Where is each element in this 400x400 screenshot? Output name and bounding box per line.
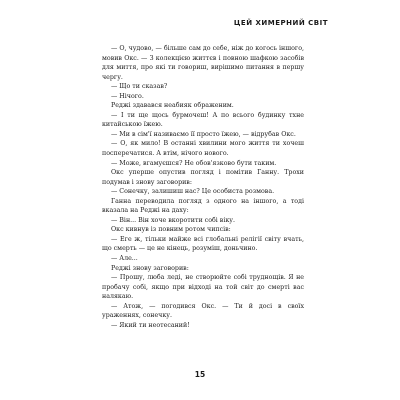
paragraph: — Може, вгамуєшся? Не обов'язково бути таким. (111, 159, 277, 167)
page-number: 15 (194, 370, 206, 379)
page-text (102, 44, 304, 330)
paragraph: — Ми в сім'ї називаємо її просто їжею, — відрубав Окс. (111, 130, 296, 138)
paragraph: Окс уперше опустив погляд і помітив Ганну. Трохи подумав і знову заговорив: (102, 169, 304, 186)
paragraph: — О, як мило! В останні хвилини мого життя ти хочеш посперечатися. А втім, нічого нового. (102, 140, 304, 158)
paragraph: — О, чудово, — більше сам до себе, ніж до когось іншого, мовив Окс. — З колекцією життєв і повною шафкою засобів для миття, про які ти говориш, вирішимо питання в першу чергу. (102, 45, 304, 81)
paragraph: — Атож, — погодився Окс. — Ти й досі в своїх ураженнях, сонечку. (102, 302, 304, 320)
paragraph: Ганна переводила погляд з одного на іншого, а тоді вказала на Реджі на даху: (102, 197, 304, 215)
paragraph: — Прошу, люба леді, не створюйте собі труднощів. Я не пробачу собі, якщо при відході на той світ до смерті вас налякаю. (102, 274, 304, 301)
paragraph: — Він... Він хоче вкоротити собі віку. (111, 216, 235, 224)
paragraph: Реджі знову заговорив: (111, 264, 189, 272)
paragraph: Окс кивнув із повним ротом чипсів: (111, 226, 231, 234)
running-header: ЦЕЙ ХИМЕРНИЙ СВІТ (233, 19, 328, 27)
paragraph: Реджі здавався неабияк ображеним. (111, 102, 234, 110)
paragraph: — Що ти сказав? (111, 83, 168, 91)
paragraph: — І ти ще щось бурмочеш! А по всього будинку тхне китайською їжею. (102, 111, 304, 129)
paragraph: — Але... (111, 255, 138, 263)
paragraph: — Нічого. (111, 92, 144, 100)
paragraph: — Який ти неотесаний! (111, 321, 190, 329)
paragraph: — Еге ж, тільки майже всі глобальні релігії світу вчать, що смерть — це не кінець, розуміш, доньчино. (102, 235, 304, 253)
paragraph: — Сонечку, залишиш нас? Це особиста розмова. (111, 188, 275, 196)
